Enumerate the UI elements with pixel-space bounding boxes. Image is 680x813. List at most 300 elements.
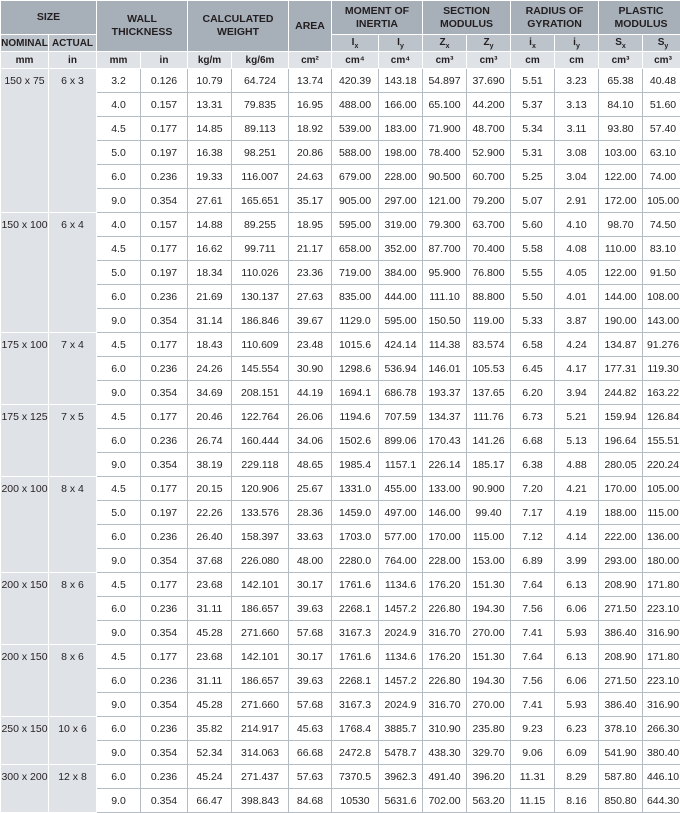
table-cell: 4.5: [97, 645, 141, 669]
table-cell: 7.56: [511, 597, 555, 621]
table-cell: 25.67: [289, 477, 332, 501]
table-cell: 497.00: [379, 501, 423, 525]
table-cell: 130.137: [232, 285, 289, 309]
table-cell: 0.236: [141, 717, 188, 741]
table-cell: 208.90: [599, 645, 643, 669]
table-cell: 905.00: [332, 189, 379, 213]
table-cell: 4.5: [97, 237, 141, 261]
table-cell: 2024.9: [379, 621, 423, 645]
table-cell: 4.17: [555, 357, 599, 381]
table-cell: 6.73: [511, 405, 555, 429]
table-cell: 220.24: [643, 453, 680, 477]
table-cell: 244.82: [599, 381, 643, 405]
table-cell: 37.68: [188, 549, 232, 573]
table-cell: 271.660: [232, 621, 289, 645]
table-cell: 424.14: [379, 333, 423, 357]
rx-header: $i_x$: [511, 35, 555, 52]
table-row: [1, 429, 680, 453]
unit-row: [1, 52, 680, 69]
table-cell: 111.10: [423, 285, 467, 309]
table-cell: 91.276: [643, 333, 680, 357]
table-cell: 194.30: [467, 597, 511, 621]
table-cell: 115.00: [643, 501, 680, 525]
table-cell: 5.93: [555, 621, 599, 645]
table-cell: 133.576: [232, 501, 289, 525]
table-cell: 146.00: [423, 501, 467, 525]
table-cell: 208.90: [599, 573, 643, 597]
table-cell: 31.11: [188, 597, 232, 621]
table-cell: 133.00: [423, 477, 467, 501]
table-cell: 11.15: [511, 789, 555, 813]
table-cell: 563.20: [467, 789, 511, 813]
table-cell: 270.00: [467, 693, 511, 717]
table-cell: 172.00: [599, 189, 643, 213]
ix-header: $I_x$: [332, 35, 379, 52]
radius-of-gyration-header: RADIUS OF GYRATION: [511, 1, 599, 35]
table-cell: 0.197: [141, 261, 188, 285]
table-cell: 319.00: [379, 213, 423, 237]
table-cell: 0.177: [141, 573, 188, 597]
table-cell: 6.23: [555, 717, 599, 741]
table-row: [1, 765, 680, 789]
table-cell: 1985.4: [332, 453, 379, 477]
actual-size: 8 x 4: [49, 477, 97, 573]
table-cell: 16.38: [188, 141, 232, 165]
table-cell: 98.251: [232, 141, 289, 165]
zy-header: $Z_y$: [467, 35, 511, 52]
table-cell: 0.177: [141, 333, 188, 357]
table-cell: 48.65: [289, 453, 332, 477]
table-row: [1, 789, 680, 813]
table-cell: 110.00: [599, 237, 643, 261]
table-cell: 3167.3: [332, 693, 379, 717]
table-cell: 105.00: [643, 477, 680, 501]
table-cell: 541.90: [599, 741, 643, 765]
table-cell: 446.10: [643, 765, 680, 789]
table-cell: 6.45: [511, 357, 555, 381]
table-cell: 3167.3: [332, 621, 379, 645]
table-cell: 90.900: [467, 477, 511, 501]
table-cell: 39.63: [289, 597, 332, 621]
table-cell: 16.95: [289, 93, 332, 117]
table-cell: 141.26: [467, 429, 511, 453]
table-cell: 595.00: [332, 213, 379, 237]
table-cell: 6.06: [555, 669, 599, 693]
table-cell: 0.354: [141, 741, 188, 765]
table-cell: 6.13: [555, 573, 599, 597]
table-cell: 3.87: [555, 309, 599, 333]
unit-label: cm²: [289, 52, 332, 69]
table-cell: 0.354: [141, 549, 188, 573]
table-cell: 0.354: [141, 693, 188, 717]
table-cell: 54.897: [423, 69, 467, 93]
table-cell: 1502.6: [332, 429, 379, 453]
table-cell: 7.64: [511, 645, 555, 669]
table-cell: 4.0: [97, 93, 141, 117]
unit-label: in: [141, 52, 188, 69]
table-cell: 119.30: [643, 357, 680, 381]
table-row: [1, 645, 680, 669]
table-cell: 9.0: [97, 741, 141, 765]
actual-size: 7 x 5: [49, 405, 97, 477]
table-cell: 316.70: [423, 621, 467, 645]
table-row: [1, 309, 680, 333]
table-cell: 18.92: [289, 117, 332, 141]
table-cell: 1298.6: [332, 357, 379, 381]
table-cell: 87.700: [423, 237, 467, 261]
table-cell: 0.197: [141, 501, 188, 525]
table-cell: 89.113: [232, 117, 289, 141]
actual-size: 6 x 4: [49, 213, 97, 333]
table-cell: 7.12: [511, 525, 555, 549]
table-cell: 7.56: [511, 669, 555, 693]
table-cell: 76.800: [467, 261, 511, 285]
table-cell: 6.0: [97, 429, 141, 453]
table-cell: 5.93: [555, 693, 599, 717]
table-cell: 0.197: [141, 141, 188, 165]
table-cell: 5.07: [511, 189, 555, 213]
table-cell: 30.17: [289, 645, 332, 669]
table-cell: 198.00: [379, 141, 423, 165]
table-cell: 13.31: [188, 93, 232, 117]
unit-label: mm: [1, 52, 49, 69]
table-cell: 39.67: [289, 309, 332, 333]
table-cell: 0.177: [141, 405, 188, 429]
table-row: [1, 717, 680, 741]
table-cell: 1129.0: [332, 309, 379, 333]
nominal-size: 200 x 100: [1, 477, 49, 573]
table-cell: 1694.1: [332, 381, 379, 405]
table-cell: 188.00: [599, 501, 643, 525]
table-cell: 0.177: [141, 237, 188, 261]
table-cell: 5.50: [511, 285, 555, 309]
size-header: SIZE: [1, 1, 97, 35]
table-cell: 0.354: [141, 453, 188, 477]
table-cell: 314.063: [232, 741, 289, 765]
table-cell: 114.38: [423, 333, 467, 357]
table-cell: 65.38: [599, 69, 643, 93]
table-cell: 226.080: [232, 549, 289, 573]
table-cell: 6.20: [511, 381, 555, 405]
table-cell: 6.0: [97, 525, 141, 549]
table-cell: 176.20: [423, 573, 467, 597]
table-cell: 186.657: [232, 597, 289, 621]
actual-size: 6 x 3: [49, 69, 97, 213]
table-cell: 165.651: [232, 189, 289, 213]
table-cell: 91.50: [643, 261, 680, 285]
table-cell: 122.00: [599, 261, 643, 285]
table-cell: 228.00: [423, 549, 467, 573]
table-cell: 186.657: [232, 669, 289, 693]
table-cell: 146.01: [423, 357, 467, 381]
table-cell: 4.05: [555, 261, 599, 285]
table-cell: 122.764: [232, 405, 289, 429]
table-cell: 70.400: [467, 237, 511, 261]
table-cell: 3.2: [97, 69, 141, 93]
table-cell: 2268.1: [332, 597, 379, 621]
table-cell: 398.843: [232, 789, 289, 813]
table-cell: 0.126: [141, 69, 188, 93]
table-cell: 66.47: [188, 789, 232, 813]
table-cell: 177.31: [599, 357, 643, 381]
table-cell: 7.20: [511, 477, 555, 501]
table-row: [1, 333, 680, 357]
table-cell: 44.19: [289, 381, 332, 405]
table-cell: 170.43: [423, 429, 467, 453]
table-cell: 90.500: [423, 165, 467, 189]
table-row: [1, 117, 680, 141]
table-cell: 3.04: [555, 165, 599, 189]
table-cell: 384.00: [379, 261, 423, 285]
table-cell: 126.84: [643, 405, 680, 429]
table-cell: 9.06: [511, 741, 555, 765]
table-row: [1, 285, 680, 309]
table-cell: 57.68: [289, 693, 332, 717]
table-cell: 23.68: [188, 573, 232, 597]
table-cell: 176.20: [423, 645, 467, 669]
table-cell: 0.236: [141, 357, 188, 381]
table-cell: 5.55: [511, 261, 555, 285]
table-cell: 20.86: [289, 141, 332, 165]
table-cell: 4.88: [555, 453, 599, 477]
table-cell: 63.700: [467, 213, 511, 237]
table-row: [1, 93, 680, 117]
table-cell: 0.236: [141, 285, 188, 309]
table-cell: 23.48: [289, 333, 332, 357]
table-cell: 193.37: [423, 381, 467, 405]
table-cell: 297.00: [379, 189, 423, 213]
table-cell: 137.65: [467, 381, 511, 405]
table-cell: 134.37: [423, 405, 467, 429]
zx-header: $Z_x$: [423, 35, 467, 52]
actual-size: 12 x 8: [49, 765, 97, 813]
table-cell: 194.30: [467, 669, 511, 693]
table-cell: 83.574: [467, 333, 511, 357]
table-cell: 136.00: [643, 525, 680, 549]
table-cell: 134.87: [599, 333, 643, 357]
table-cell: 223.10: [643, 669, 680, 693]
nominal-size: 175 x 100: [1, 333, 49, 405]
table-row: [1, 189, 680, 213]
nominal-size: 250 x 150: [1, 717, 49, 765]
table-cell: 9.0: [97, 309, 141, 333]
table-cell: 539.00: [332, 117, 379, 141]
table-cell: 18.34: [188, 261, 232, 285]
table-cell: 93.80: [599, 117, 643, 141]
actual-size: 7 x 4: [49, 333, 97, 405]
sx-header: $S_x$: [599, 35, 643, 52]
table-cell: 6.0: [97, 357, 141, 381]
table-cell: 0.354: [141, 381, 188, 405]
table-cell: 16.62: [188, 237, 232, 261]
table-cell: 6.0: [97, 765, 141, 789]
table-cell: 45.28: [188, 693, 232, 717]
table-cell: 386.40: [599, 693, 643, 717]
table-cell: 110.026: [232, 261, 289, 285]
table-cell: 105.53: [467, 357, 511, 381]
table-cell: 0.236: [141, 429, 188, 453]
table-cell: 27.63: [289, 285, 332, 309]
nominal-size: 300 x 200: [1, 765, 49, 813]
table-cell: 352.00: [379, 237, 423, 261]
table-cell: 71.900: [423, 117, 467, 141]
table-cell: 98.70: [599, 213, 643, 237]
table-cell: 4.19: [555, 501, 599, 525]
calculated-weight-header: CALCULATED WEIGHT: [188, 1, 289, 52]
table-cell: 151.30: [467, 645, 511, 669]
table-cell: 142.101: [232, 573, 289, 597]
table-cell: 18.95: [289, 213, 332, 237]
table-cell: 226.14: [423, 453, 467, 477]
table-cell: 40.48: [643, 69, 680, 93]
table-cell: 27.61: [188, 189, 232, 213]
table-cell: 686.78: [379, 381, 423, 405]
table-cell: 10.79: [188, 69, 232, 93]
table-cell: 103.00: [599, 141, 643, 165]
table-cell: 587.80: [599, 765, 643, 789]
table-cell: 74.00: [643, 165, 680, 189]
table-cell: 329.70: [467, 741, 511, 765]
table-cell: 171.80: [643, 645, 680, 669]
table-cell: 57.63: [289, 765, 332, 789]
table-cell: 9.0: [97, 789, 141, 813]
table-cell: 186.846: [232, 309, 289, 333]
table-cell: 48.00: [289, 549, 332, 573]
table-cell: 7.41: [511, 621, 555, 645]
table-cell: 163.22: [643, 381, 680, 405]
table-cell: 14.85: [188, 117, 232, 141]
table-cell: 48.700: [467, 117, 511, 141]
table-cell: 65.100: [423, 93, 467, 117]
table-cell: 0.354: [141, 189, 188, 213]
table-cell: 45.28: [188, 621, 232, 645]
table-cell: 5631.6: [379, 789, 423, 813]
table-row: [1, 477, 680, 501]
table-cell: 79.200: [467, 189, 511, 213]
table-cell: 0.157: [141, 213, 188, 237]
table-cell: 491.40: [423, 765, 467, 789]
table-cell: 6.58: [511, 333, 555, 357]
table-row: [1, 669, 680, 693]
table-cell: 4.5: [97, 333, 141, 357]
table-cell: 171.80: [643, 573, 680, 597]
table-cell: 31.11: [188, 669, 232, 693]
table-cell: 5.0: [97, 261, 141, 285]
table-cell: 13.74: [289, 69, 332, 93]
table-cell: 6.09: [555, 741, 599, 765]
table-row: [1, 141, 680, 165]
table-cell: 0.177: [141, 645, 188, 669]
table-cell: 5478.7: [379, 741, 423, 765]
table-row: [1, 597, 680, 621]
table-cell: 30.17: [289, 573, 332, 597]
table-row: [1, 261, 680, 285]
ry-header: $i_y$: [555, 35, 599, 52]
table-cell: 6.38: [511, 453, 555, 477]
table-cell: 150.50: [423, 309, 467, 333]
table-cell: 9.0: [97, 453, 141, 477]
table-cell: 1459.0: [332, 501, 379, 525]
table-cell: 0.236: [141, 669, 188, 693]
table-row: [1, 693, 680, 717]
table-cell: 9.0: [97, 549, 141, 573]
table-cell: 190.00: [599, 309, 643, 333]
table-cell: 153.00: [467, 549, 511, 573]
table-row: [1, 381, 680, 405]
table-cell: 5.25: [511, 165, 555, 189]
table-cell: 105.00: [643, 189, 680, 213]
table-cell: 35.17: [289, 189, 332, 213]
table-cell: 11.31: [511, 765, 555, 789]
table-cell: 577.00: [379, 525, 423, 549]
table-cell: 226.80: [423, 669, 467, 693]
table-row: [1, 501, 680, 525]
table-cell: 2024.9: [379, 693, 423, 717]
table-row: [1, 213, 680, 237]
unit-label: in: [49, 52, 97, 69]
table-cell: 116.007: [232, 165, 289, 189]
table-cell: 1134.6: [379, 645, 423, 669]
table-cell: 88.800: [467, 285, 511, 309]
table-cell: 0.354: [141, 621, 188, 645]
table-cell: 183.00: [379, 117, 423, 141]
table-cell: 99.711: [232, 237, 289, 261]
table-cell: 228.00: [379, 165, 423, 189]
nominal-size: 175 x 125: [1, 405, 49, 477]
table-cell: 3962.3: [379, 765, 423, 789]
table-cell: 2.91: [555, 189, 599, 213]
table-cell: 1194.6: [332, 405, 379, 429]
table-cell: 386.40: [599, 621, 643, 645]
table-cell: 0.177: [141, 477, 188, 501]
table-cell: 444.00: [379, 285, 423, 309]
table-cell: 380.40: [643, 741, 680, 765]
table-cell: 4.14: [555, 525, 599, 549]
table-cell: 6.68: [511, 429, 555, 453]
table-cell: 588.00: [332, 141, 379, 165]
table-cell: 2472.8: [332, 741, 379, 765]
table-row: [1, 573, 680, 597]
table-cell: 35.82: [188, 717, 232, 741]
table-cell: 316.90: [643, 621, 680, 645]
section-modulus-header: SECTION MODULUS: [423, 1, 511, 35]
table-cell: 1761.6: [332, 645, 379, 669]
table-cell: 20.15: [188, 477, 232, 501]
table-cell: 1157.1: [379, 453, 423, 477]
actual-size: 8 x 6: [49, 645, 97, 717]
table-cell: 24.63: [289, 165, 332, 189]
table-cell: 39.63: [289, 669, 332, 693]
table-cell: 60.700: [467, 165, 511, 189]
table-cell: 235.80: [467, 717, 511, 741]
table-cell: 226.80: [423, 597, 467, 621]
table-cell: 34.06: [289, 429, 332, 453]
table-cell: 488.00: [332, 93, 379, 117]
table-cell: 6.0: [97, 165, 141, 189]
table-cell: 293.00: [599, 549, 643, 573]
table-cell: 707.59: [379, 405, 423, 429]
table-cell: 63.10: [643, 141, 680, 165]
table-cell: 0.236: [141, 597, 188, 621]
table-cell: 83.10: [643, 237, 680, 261]
unit-label: cm: [511, 52, 555, 69]
table-cell: 18.43: [188, 333, 232, 357]
table-cell: 719.00: [332, 261, 379, 285]
unit-label: kg/6m: [232, 52, 289, 69]
table-cell: 24.26: [188, 357, 232, 381]
table-cell: 9.23: [511, 717, 555, 741]
table-cell: 4.5: [97, 405, 141, 429]
